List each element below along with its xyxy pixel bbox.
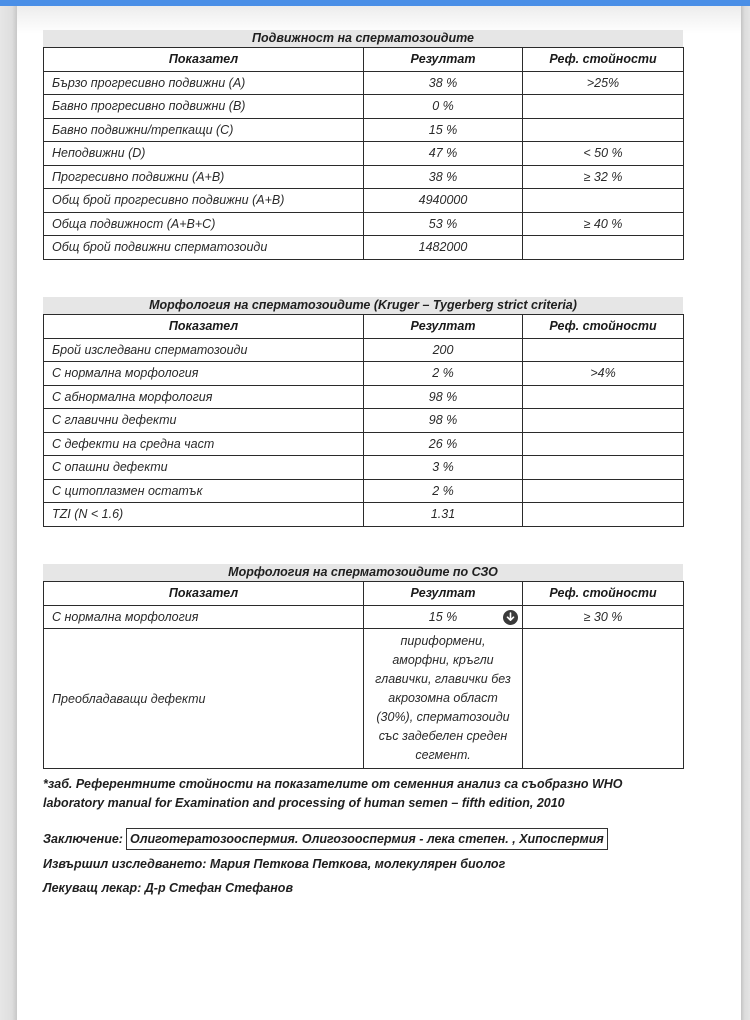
reference-cell: ≥ 32 % — [523, 165, 684, 189]
indicator-cell: Общ брой подвижни сперматозоиди — [44, 236, 364, 260]
result-cell: 98 % — [364, 385, 523, 409]
reference-cell: < 50 % — [523, 142, 684, 166]
motility-table — [43, 47, 684, 260]
reference-cell — [523, 95, 684, 119]
result-cell: 2 % — [364, 479, 523, 503]
result-cell: 2 % — [364, 362, 523, 386]
result-cell: 38 % — [364, 71, 523, 95]
indicator-cell: Брой изследвани сперматозоиди — [44, 338, 364, 362]
result-cell: 1482000 — [364, 236, 523, 260]
reference-cell — [523, 385, 684, 409]
table-header-row — [44, 315, 684, 339]
result-cell: 47 % — [364, 142, 523, 166]
table-row — [44, 95, 684, 119]
table-row — [44, 212, 684, 236]
table-row — [44, 338, 684, 362]
conclusion-value: Олиготератозооспермия. Олигозооспермия - лека степен. , Хипоспермия — [126, 828, 608, 850]
reference-cell: ≥ 30 % — [523, 605, 684, 629]
kruger-table — [43, 314, 684, 527]
indicator-cell: Обща подвижност (A+B+C) — [44, 212, 364, 236]
reference-cell — [523, 236, 684, 260]
column-header-indicator: Показател — [44, 48, 364, 72]
indicator-cell: С нормална морфология — [44, 362, 364, 386]
result-cell: 38 % — [364, 165, 523, 189]
section-title: Морфология на сперматозоидите (Kruger – Tygerberg strict criteria) — [43, 297, 683, 314]
column-header-result: Резултат — [364, 48, 523, 72]
section-title: Морфология на сперматозоидите по СЗО — [43, 564, 683, 581]
indicator-cell: Бавно подвижни/трепкащи (C) — [44, 118, 364, 142]
indicator-cell: С абнормална морфология — [44, 385, 364, 409]
reference-cell — [523, 189, 684, 213]
column-header-indicator: Показател — [44, 582, 364, 606]
arrow-down-circle-icon — [503, 610, 518, 625]
column-header-result: Резултат — [364, 582, 523, 606]
indicator-cell: С дефекти на средна част — [44, 432, 364, 456]
table-row — [44, 142, 684, 166]
indicator-cell: Общ брой прогресивно подвижни (A+B) — [44, 189, 364, 213]
indicator-cell: С опашни дефекти — [44, 456, 364, 480]
who-table — [43, 581, 684, 769]
result-cell: 0 % — [364, 95, 523, 119]
reference-note: *заб. Референтните стойности на показателите от семенния анализ са съобразно WHO laboratory manual for Examination and processing of human semen – fifth edition, 2010 — [43, 777, 623, 810]
result-cell: 200 — [364, 338, 523, 362]
column-header-indicator: Показател — [44, 315, 364, 339]
section-title: Подвижност на сперматозоидите — [43, 30, 683, 47]
attending-doctor: Лекуващ лекар: Д-р Стефан Стефанов — [43, 881, 293, 895]
table-row — [44, 118, 684, 142]
reference-cell — [523, 479, 684, 503]
reference-cell: >25% — [523, 71, 684, 95]
table-row — [44, 479, 684, 503]
indicator-cell: С нормална морфология — [44, 605, 364, 629]
table-row — [44, 605, 684, 629]
result-cell: 98 % — [364, 409, 523, 433]
indicator-cell: TZI (N < 1.6) — [44, 503, 364, 527]
table-row — [44, 432, 684, 456]
indicator-cell: Неподвижни (D) — [44, 142, 364, 166]
table-header-row — [44, 48, 684, 72]
result-cell: 53 % — [364, 212, 523, 236]
result-cell: пириформени, аморфни, кръгли главички, главички без акрозомна област (30%), сперматозоиди със задебелен среден сегмент. — [364, 629, 523, 769]
column-header-reference: Реф. стойности — [523, 582, 684, 606]
reference-cell — [523, 118, 684, 142]
left-gutter — [0, 6, 17, 1020]
right-scroll-gutter[interactable] — [741, 6, 750, 1020]
result-cell: 15 % — [364, 118, 523, 142]
reference-cell — [523, 629, 684, 769]
column-header-reference: Реф. стойности — [523, 48, 684, 72]
indicator-cell: Бързо прогресивно подвижни (A) — [44, 71, 364, 95]
motility-section — [43, 30, 683, 260]
result-cell: 1.31 — [364, 503, 523, 527]
conclusion — [43, 828, 608, 850]
result-cell: 26 % — [364, 432, 523, 456]
table-row — [44, 503, 684, 527]
table-row — [44, 189, 684, 213]
table-row — [44, 629, 684, 769]
kruger-morphology-section — [43, 297, 683, 527]
reference-cell — [523, 456, 684, 480]
reference-cell — [523, 338, 684, 362]
indicator-cell: С цитоплазмен остатък — [44, 479, 364, 503]
table-row — [44, 362, 684, 386]
reference-cell — [523, 503, 684, 527]
conclusion-label: Заключение: — [43, 832, 123, 846]
reference-cell: >4% — [523, 362, 684, 386]
indicator-cell: С главични дефекти — [44, 409, 364, 433]
table-row — [44, 409, 684, 433]
performed-by: Извършил изследването: Мария Петкова Петкова, молекулярен биолог — [43, 857, 506, 871]
result-cell: 4940000 — [364, 189, 523, 213]
table-header-row — [44, 582, 684, 606]
who-morphology-section — [43, 564, 683, 769]
table-row — [44, 236, 684, 260]
reference-cell: ≥ 40 % — [523, 212, 684, 236]
reference-cell — [523, 432, 684, 456]
result-cell: 3 % — [364, 456, 523, 480]
column-header-reference: Реф. стойности — [523, 315, 684, 339]
result-cell — [364, 605, 523, 629]
table-row — [44, 71, 684, 95]
reference-cell — [523, 409, 684, 433]
indicator-cell: Прогресивно подвижни (A+B) — [44, 165, 364, 189]
indicator-cell: Преобладаващи дефекти — [44, 629, 364, 769]
column-header-result: Резултат — [364, 315, 523, 339]
table-row — [44, 165, 684, 189]
indicator-cell: Бавно прогресивно подвижни (B) — [44, 95, 364, 119]
table-row — [44, 456, 684, 480]
table-row — [44, 385, 684, 409]
result-value: 15 % — [428, 609, 458, 624]
